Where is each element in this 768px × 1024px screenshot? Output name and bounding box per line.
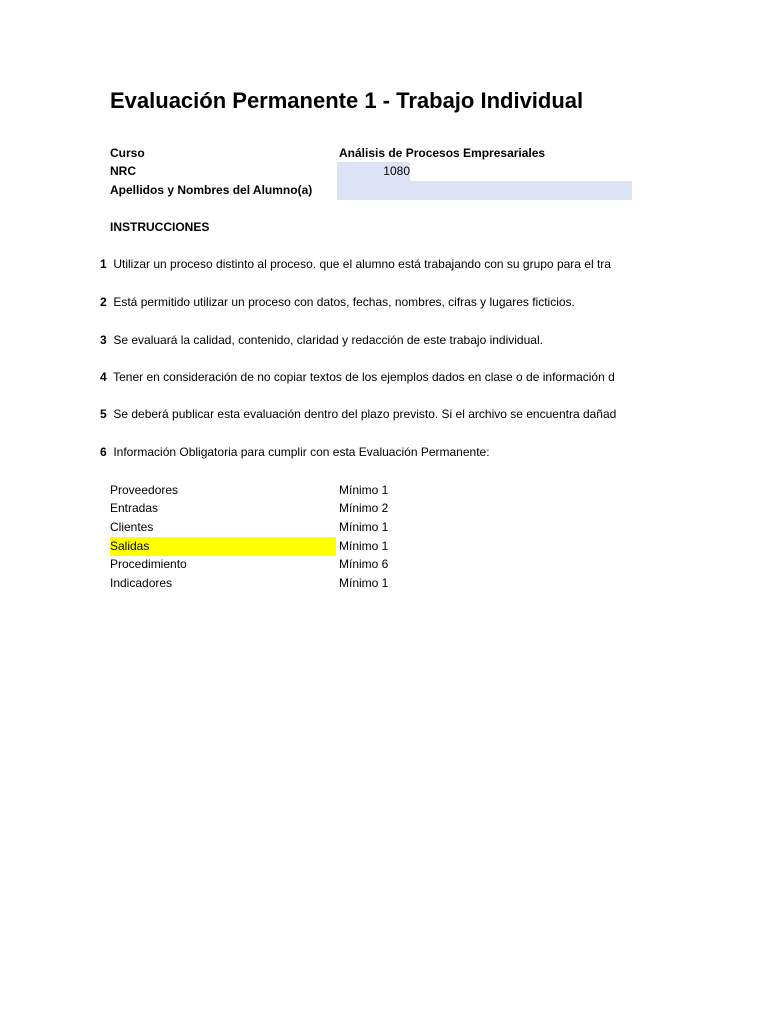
instruction-number: 2 [100, 295, 107, 309]
instruction-text: Se evaluará la calidad, contenido, claridad y redacción de este trabajo individual. [113, 333, 543, 347]
requirement-label: Procedimiento [110, 557, 187, 571]
requirement-value: Mínimo 1 [339, 539, 389, 553]
requirement-value: Mínimo 1 [339, 576, 389, 590]
instruction-text: Tener en consideración de no copiar textos de los ejemplos dados en clase o de información d [113, 370, 615, 384]
requirement-value: Mínimo 2 [339, 501, 389, 515]
requirement-label: Proveedores [110, 483, 179, 497]
requirement-value: Mínimo 1 [339, 483, 389, 497]
requirement-value: Mínimo 1 [339, 520, 389, 534]
instruction-number: 3 [100, 333, 107, 347]
instruction-item [100, 255, 632, 274]
instruction-number: 4 [100, 370, 107, 384]
instruction-item [100, 331, 632, 350]
alumno-name-field [337, 181, 632, 200]
instruction-number: 5 [100, 407, 107, 421]
instructions-heading: INSTRUCCIONES [110, 220, 210, 234]
instruction-number: 6 [100, 445, 107, 459]
instruction-text: Está permitido utilizar un proceso con datos, fechas, nombres, cifras y lugares ficticios. [113, 295, 575, 309]
alumno-label: Apellidos y Nombres del Alumno(a) [110, 183, 313, 197]
nrc-label: NRC [110, 164, 136, 178]
requirement-label: Indicadores [110, 576, 173, 590]
instruction-text: Información Obligatoria para cumplir con esta Evaluación Permanente: [113, 445, 490, 459]
instruction-number: 1 [100, 257, 107, 271]
instruction-item [100, 368, 632, 387]
instruction-item [100, 293, 632, 312]
curso-label: Curso [110, 146, 145, 160]
curso-value: Análisis de Procesos Empresariales [339, 146, 546, 160]
instruction-text: Se deberá publicar esta evaluación dentro del plazo previsto. Si el archivo se encuentra dañad [113, 407, 617, 421]
requirement-label-highlighted: Salidas [110, 537, 336, 556]
page-title: Evaluación Permanente 1 - Trabajo Individual [110, 88, 584, 113]
requirement-value: Mínimo 6 [339, 557, 389, 571]
instruction-item [100, 443, 632, 462]
requirement-label: Clientes [110, 520, 154, 534]
requirement-label: Entradas [110, 501, 159, 515]
instruction-text: Utilizar un proceso distinto al proceso. que el alumno está trabajando con su grupo para el tra [113, 257, 611, 271]
nrc-value: 1080 [337, 162, 410, 181]
instruction-item [100, 405, 632, 424]
